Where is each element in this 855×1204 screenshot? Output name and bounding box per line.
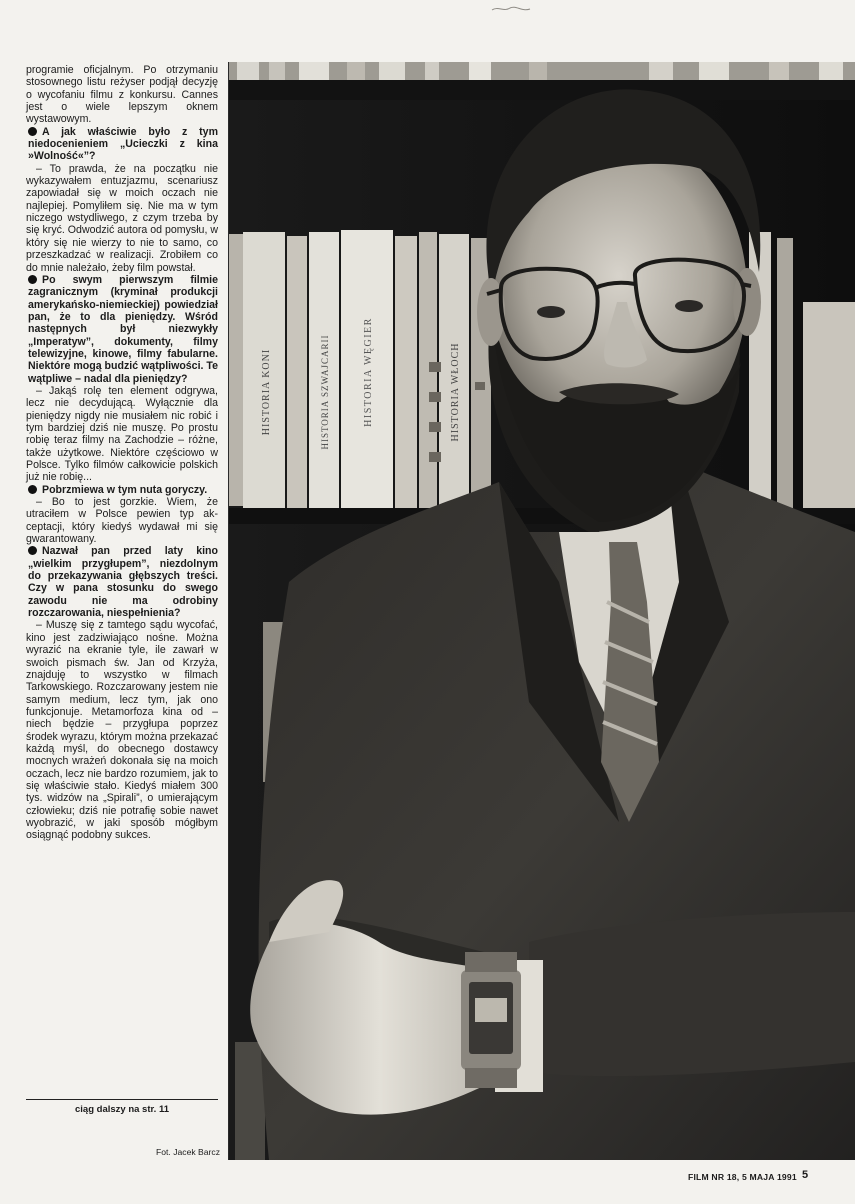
column-end-divider: [26, 1099, 218, 1100]
interview-answer: [26, 163, 218, 274]
portrait-illustration: [229, 62, 855, 1160]
issue-footer: FILM NR 18, 5 MAJA 1991: [688, 1172, 797, 1182]
question-bullet-icon: [28, 275, 37, 284]
book-spine-1: HISTORIA KONI: [261, 348, 272, 436]
paragraph-text: – To prawda, że na początku nie wykazywałem entuzjazmu, scenariusz zapowiadał się w moich oczach nie najlepiej. Pomyliłem się. Nie ma w tym niczego wstydliwego, z czym trzeba by się kryć. Odwodzić autora od pomysłu, w który się nie wierzy to nie to samo, co przeszkadzać w realizacji. Zrobiłem co do mnie należało, żeby film powstał.: [26, 162, 218, 274]
paragraph-text: – Bo to jest gorzkie. Wiem, że utraciłem w Polsce pewien typ akceptacji, który kiedyś wydawał mi się gwarantowany.: [26, 496, 218, 546]
portrait-photo: [229, 62, 855, 1160]
right-eye: [675, 300, 703, 312]
pen-mark: [490, 4, 550, 14]
book-spine-2: HISTORIA SZWAJCARII: [320, 334, 330, 450]
paragraph-text: Nazwał pan przed laty kino „wielkim przygłupem”, niezdolnym do przekazywania głębszych treści. Czy w pana stosunku do swego zawodu nie ma odrobiny rozczarowania, niespełnienia?: [28, 545, 218, 620]
left-eye: [537, 306, 565, 318]
interview-question: [26, 484, 218, 496]
interview-answer: [26, 385, 218, 484]
interview-answer: [26, 496, 218, 545]
interview-answer: [26, 619, 218, 841]
interview-answer: [26, 64, 218, 126]
wristwatch: [461, 952, 521, 1088]
paragraph-text: Po swym pierwszym filmie zagranicznym (kryminał produkcji amerykańsko-niemieckiej) powiedział pan, że to dla pieniędzy. Wśród następnych był niezwykły „Imperatyw”, dokumenty, filmy telewizyjne, kinowe, filmy fabularne. Niektóre mogą budzić wątpliwości. Te wątpliwe – nadal dla pieniędzy?: [28, 273, 218, 385]
question-bullet-icon: [28, 127, 37, 136]
top-shelf-books: [229, 62, 855, 100]
paragraph-text: programie oficjalnym. Po otrzymaniu stosownego listu reżyser podjął decyzję o wycofaniu filmu z konkursu. Cannes jest o wiele lepszym oknem wystawowym.: [26, 64, 218, 126]
question-bullet-icon: [28, 546, 37, 555]
page-number: 5: [802, 1169, 809, 1181]
book-spine-3: HISTORIA WĘGIER: [363, 317, 374, 427]
question-bullet-icon: [28, 485, 37, 494]
book-spine-4: HISTORIA WŁOCH: [450, 342, 461, 442]
paragraph-text: A jak właściwie było z tym niedocenieniem „Ucieczki z kina »Wolność«”?: [28, 125, 218, 163]
interview-question: [26, 126, 218, 163]
paragraph-text: – Jakąś rolę ten element odgrywa, lecz nie decydującą. Wyłącznie dla pieniędzy nigdy nie musiałem nic robić i tym bardziej dziś nie muszę. Po prostu robię teraz filmy na Zachodzie – różne, także użytkowe. Niektóre częściowo w Polsce. Tylko filmów całkowicie polskich już nie robię...: [26, 384, 218, 484]
interview-question: [26, 545, 218, 619]
photo-credit: Fot. Jacek Barcz: [156, 1147, 220, 1157]
right-arm: [529, 912, 855, 1076]
continued-note: ciąg dalszy na str. 11: [75, 1104, 169, 1115]
paragraph-text: Pobrzmiewa w tym nuta goryczy.: [42, 483, 208, 496]
article-text-column: [26, 64, 218, 842]
interview-question: [26, 274, 218, 385]
paragraph-text: – Muszę się z tamtego sądu wycofać, kino jest zadziwiająco nośne. Można wyrazić na ekranie tyle, ile zawarł w swoich pismach św. Jan od Krzyża, znajduję to wszystko w filmach Tarkowskiego. Rozczarowany jestem nie samym medium, lecz tym, jak ono funkcjonuje. Metamorfoza kina od – niech będzie – przygłupa poprzez środek wyrazu, którym można przekazać każdą myśl, do obecnego dostawcy mocnych wrażeń dokonała się na moich oczach, lecz nie bardzo rozumiem, jak to się właściwie stało. Kiedyś miałem 300 tys. widzów na „Spirali”, o umierającym człowieku; dziś nie potrafię sobie nawet wyobrazić, w jaki sposób mógłbym osiągnąć podobny sukces.: [26, 619, 218, 842]
